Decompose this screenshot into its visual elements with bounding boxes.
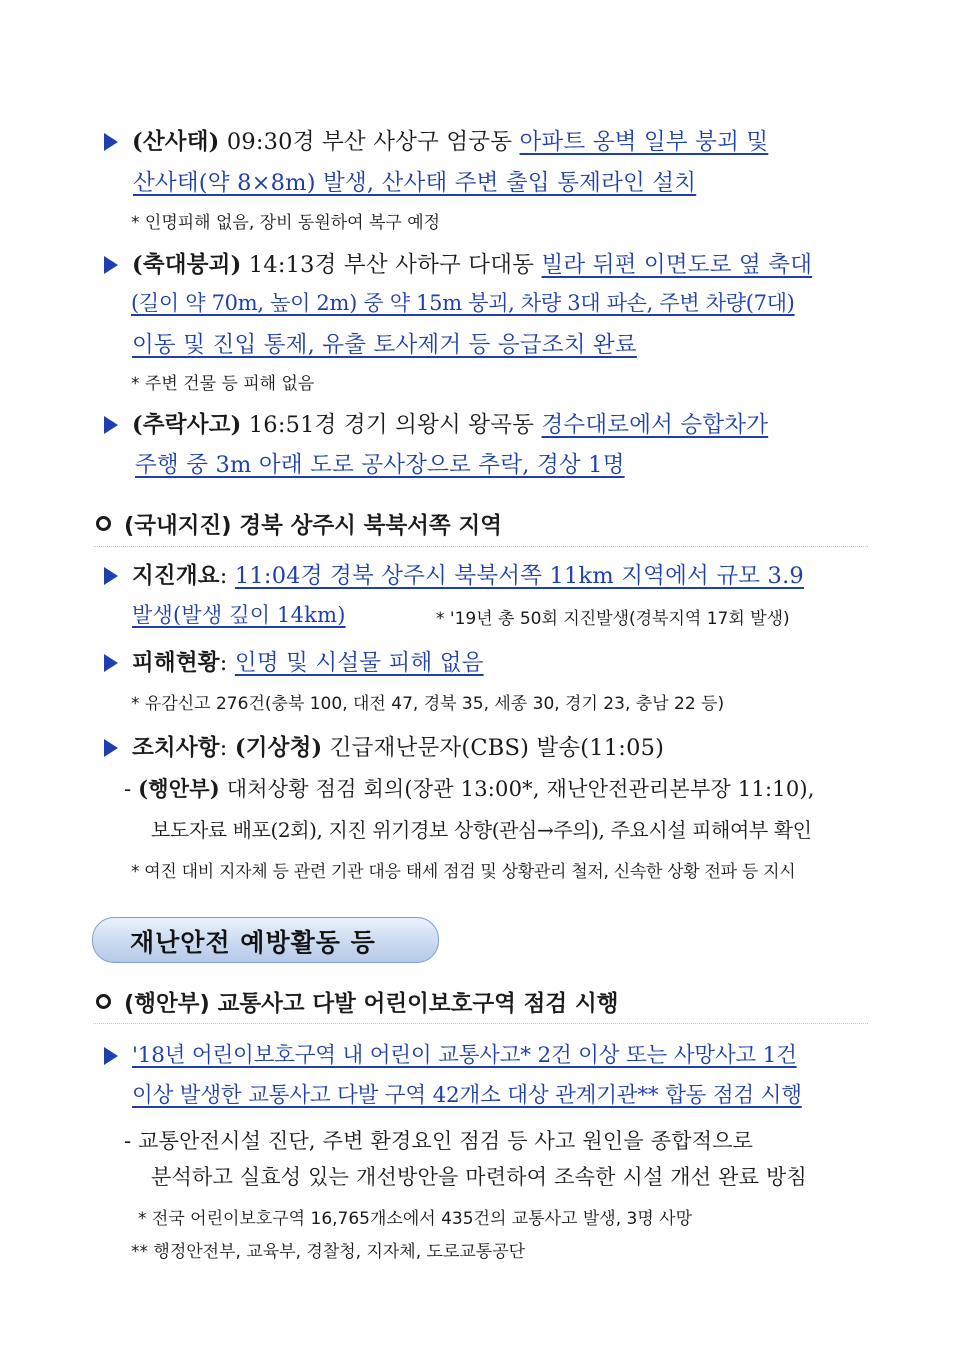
triangle-bullet-icon bbox=[104, 256, 118, 274]
landslide-tag: (산사태) bbox=[132, 129, 220, 155]
mois-line-1 bbox=[124, 773, 815, 803]
fall-blue-2: 주행 중 3m 아래 도로 공사장으로 추락, 경상 1명 bbox=[135, 452, 625, 478]
fall-line-1 bbox=[132, 407, 768, 439]
quake-overview-label: 지진개요 bbox=[132, 563, 220, 589]
circle-bullet-icon bbox=[96, 994, 111, 1009]
prevention-dash-2: 분석하고 실효성 있는 개선방안을 마련하여 조속한 시설 개선 완료 방침 bbox=[151, 1165, 807, 1189]
section-divider bbox=[93, 1023, 868, 1024]
quake-action-line bbox=[132, 730, 664, 762]
quake-overview-line-1 bbox=[132, 558, 804, 590]
mois-text-2: 보도자료 배포(2회), 지진 위기경보 상향(관심→주의), 주요시설 피해여부 확인 bbox=[151, 818, 812, 842]
embankment-tag: (축대붕괴) bbox=[132, 252, 242, 278]
quake-damage-note: * 유감신고 276건(충북 100, 대전 47, 경북 35, 세종 30, 경기 23, 충남 22 등) bbox=[131, 694, 725, 714]
quake-damage-blue: 인명 및 시설물 피해 없음 bbox=[234, 650, 484, 676]
quake-damage-label: 피해현황 bbox=[132, 650, 220, 676]
circle-bullet-icon bbox=[96, 516, 111, 531]
fall-tag: (추락사고) bbox=[132, 412, 242, 438]
prevention-note-1: * 전국 어린이보호구역 16,765개소에서 435건의 교통사고 발생, 3명 사망 bbox=[138, 1209, 693, 1229]
prevention-blue-1: '18년 어린이보호구역 내 어린이 교통사고* 2건 이상 또는 사망사고 1건 bbox=[132, 1043, 797, 1068]
embankment-blue-3: 이동 및 진입 통제, 유출 토사제거 등 응급조치 완료 bbox=[132, 332, 637, 358]
mois-tag: (행안부) bbox=[138, 776, 220, 801]
quake-overview-sep: : bbox=[219, 563, 235, 589]
embankment-note: * 주변 건물 등 피해 없음 bbox=[131, 374, 315, 394]
quake-action-text: 긴급재난문자(CBS) 발송(11:05) bbox=[322, 735, 665, 761]
prevention-blue-2: 이상 발생한 교통사고 다발 구역 42개소 대상 관계기관** 합동 점검 시행 bbox=[132, 1083, 802, 1108]
prevention-dash-1: - 교통안전시설 진단, 주변 환경요인 점검 등 사고 원인을 종합적으로 bbox=[124, 1129, 754, 1153]
triangle-bullet-icon bbox=[104, 416, 118, 434]
quake-damage-sep: : bbox=[219, 650, 235, 676]
quake-action-label: 조치사항 bbox=[132, 735, 220, 761]
prevention-heading: 재난안전 예방활동 등 bbox=[130, 928, 376, 957]
quake-overview-blue-2: 발생(발생 깊이 14km) bbox=[132, 603, 346, 627]
embankment-blue-1: 빌라 뒤편 이면도로 옆 축대 bbox=[541, 252, 813, 278]
mois-text-1: 대처상황 점검 회의(장관 13:00*, 재난안전관리본부장 11:10), bbox=[219, 777, 815, 801]
triangle-bullet-icon bbox=[104, 133, 118, 151]
landslide-note: * 인명피해 없음, 장비 동원하여 복구 예정 bbox=[131, 213, 441, 233]
quake-damage-line bbox=[132, 645, 484, 677]
landslide-line-1 bbox=[132, 124, 768, 156]
prevention-section-title: (행안부) 교통사고 다발 어린이보호구역 점검 시행 bbox=[124, 991, 619, 1017]
quake-overview-blue-1: 11:04경 경북 상주시 북북서쪽 11km 지역에서 규모 3.9 bbox=[234, 563, 804, 589]
quake-action-sep: : bbox=[219, 735, 235, 761]
embankment-line-1 bbox=[132, 247, 812, 279]
landslide-blue-2: 산사태(약 8×8m) 발생, 산사태 주변 출입 통제라인 설치 bbox=[133, 170, 697, 196]
quake-overview-note: * '19년 총 50회 지진발생(경북지역 17회 발생) bbox=[436, 609, 790, 629]
triangle-bullet-icon bbox=[104, 654, 118, 672]
mois-note: * 여진 대비 지자체 등 관련 기관 대응 태세 점검 및 상황관리 철저, 신속한 상황 전파 등 지시 bbox=[131, 862, 796, 882]
quake-section-title: (국내지진) 경북 상주시 북북서쪽 지역 bbox=[124, 513, 502, 539]
triangle-bullet-icon bbox=[104, 739, 118, 757]
fall-blue-1: 경수대로에서 승합차가 bbox=[541, 412, 769, 438]
embankment-blue-2: (길이 약 70m, 높이 2m) 중 약 15m 붕괴, 차량 3대 파손, 주변 차량(7대) bbox=[131, 291, 795, 315]
mois-dash: - bbox=[124, 777, 139, 801]
quake-action-tag: (기상청) bbox=[234, 735, 323, 761]
triangle-bullet-icon bbox=[104, 1047, 118, 1065]
prevention-note-2: ** 행정안전부, 교육부, 경찰청, 지자체, 도로교통공단 bbox=[131, 1242, 526, 1262]
landslide-blue-1: 아파트 옹벽 일부 붕괴 및 bbox=[519, 129, 769, 155]
section-divider bbox=[93, 546, 868, 547]
fall-text: 16:51경 경기 의왕시 왕곡동 bbox=[241, 412, 542, 438]
landslide-text: 09:30경 부산 사상구 엄궁동 bbox=[219, 129, 520, 155]
triangle-bullet-icon bbox=[104, 567, 118, 585]
embankment-text: 14:13경 부산 사하구 다대동 bbox=[241, 252, 542, 278]
